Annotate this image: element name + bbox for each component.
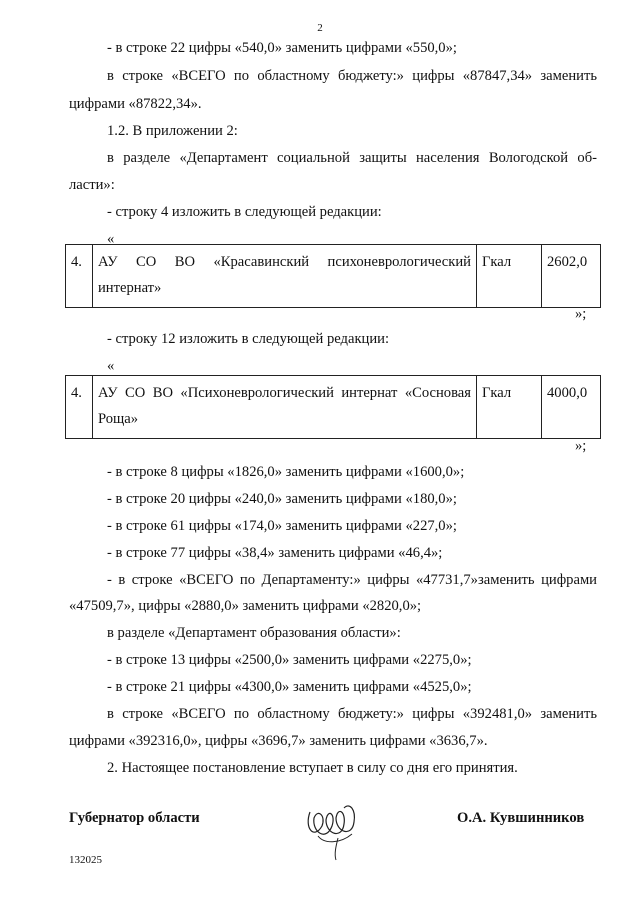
text-line: в строке «ВСЕГО по областному бюджету:» цифры «87847,34» заменить [107,68,597,84]
row-number: 4. [66,376,93,439]
text-line: - в строке 13 цифры «2500,0» заменить цифрами «2275,0»; [107,652,472,668]
text-line: - в строке 21 цифры «4300,0» заменить цифрами «4525,0»; [107,679,472,695]
text-line: - в строке 20 цифры «240,0» заменить цифрами «180,0»; [107,491,457,507]
row-number: 4. [66,245,93,308]
text-line: 1.2. В приложении 2: [107,123,238,139]
text-line: цифрами «392316,0», цифры «3696,7» заменить цифрами «3636,7». [69,733,488,749]
unit: Гкал [477,376,542,439]
table-row-4 [65,244,601,308]
institution-name: АУ СО ВО «Красавинский психоневрологический интернат» [93,245,477,308]
value: 4000,0 [542,376,601,439]
text-line: - в строке 77 цифры «38,4» заменить цифрами «46,4»; [107,545,443,561]
unit: Гкал [477,245,542,308]
text-line: - в строке 8 цифры «1826,0» заменить цифрами «1600,0»; [107,464,465,480]
page-number: 2 [317,22,323,34]
text-line: - в строке 22 цифры «540,0» заменить цифрами «550,0»; [107,40,457,56]
text-line: - в строке «ВСЕГО по Департаменту:» цифры «47731,7»заменить цифрами [107,572,597,588]
handwritten-signature [300,782,370,862]
value: 2602,0 [542,245,601,308]
text-line: - строку 4 изложить в следующей редакции: [107,204,382,220]
institution-name: АУ СО ВО «Психоневрологический интернат «Сосновая Роща» [93,376,477,439]
signature-position: Губернатор области [69,810,200,826]
document-code: 132025 [69,854,102,866]
text-line: «47509,7», цифры «2880,0» заменить цифрами «2820,0»; [69,598,422,614]
open-quote: « [107,358,115,374]
text-line: в строке «ВСЕГО по областному бюджету:» цифры «392481,0» заменить [107,706,597,722]
text-line: - в строке 61 цифры «174,0» заменить цифрами «227,0»; [107,518,457,534]
open-quote: « [107,231,115,247]
text-line: в разделе «Департамент социальной защиты населения Вологодской об- [107,150,597,166]
text-line: ласти»: [69,177,115,193]
text-line: в разделе «Департамент образования области»: [107,625,401,641]
table-row-12 [65,375,601,439]
signature-name: О.А. Кувшинников [457,810,585,826]
text-line: - строку 12 изложить в следующей редакции: [107,331,390,347]
text-line: 2. Настоящее постановление вступает в силу со дня его принятия. [107,760,518,776]
close-quote: »; [575,306,587,322]
text-line: цифрами «87822,34». [69,96,202,112]
close-quote: »; [575,438,587,454]
